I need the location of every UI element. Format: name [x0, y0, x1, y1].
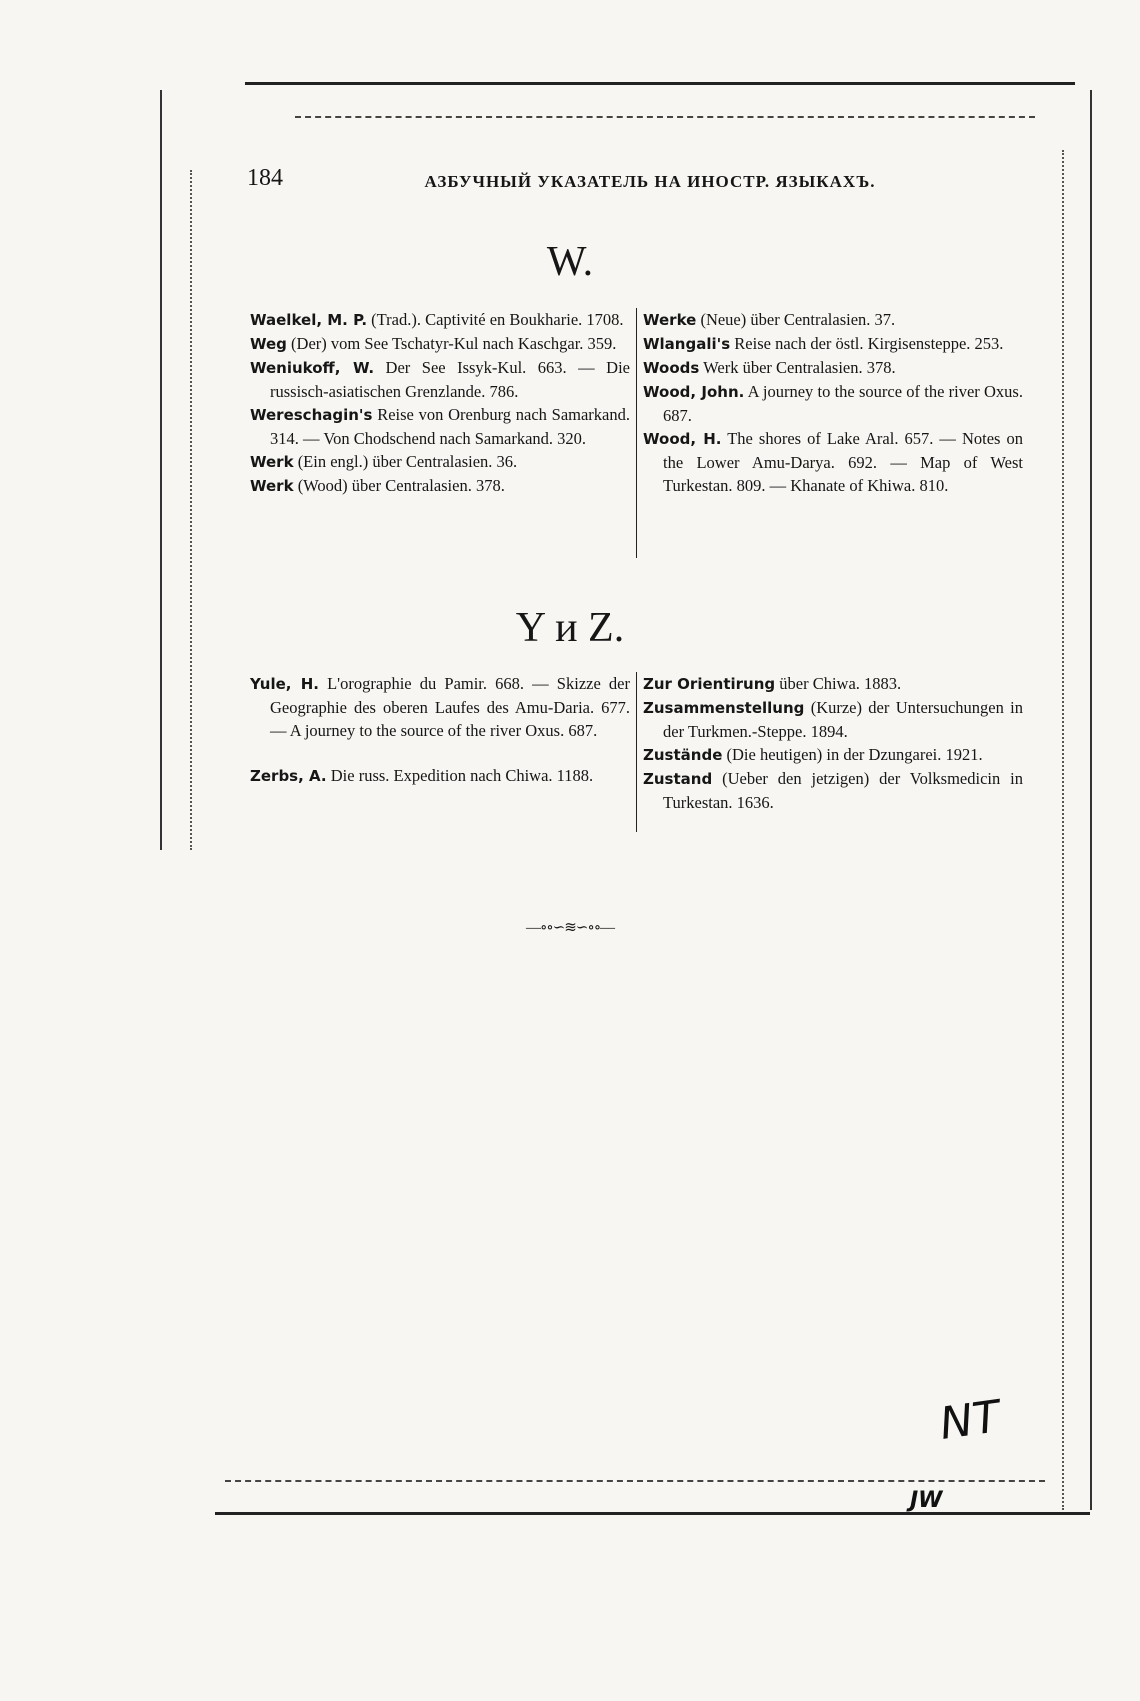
entry-text: (Neue) über Centralasien. 37.: [696, 310, 896, 329]
index-entry: [643, 380, 1023, 427]
entry-text: Reise von Orenburg nach Samarkand. 314. — Von Chodschend nach Samarkand. 320.: [270, 405, 630, 448]
entry-headword: Werk: [250, 477, 294, 495]
entry-text: (Der) vom See Tschatyr-Kul nach Kaschgar. 359.: [286, 334, 617, 353]
index-entry: [643, 696, 1023, 743]
index-entry: [643, 356, 1023, 380]
index-entry: [643, 332, 1023, 356]
index-entry: [643, 767, 1023, 814]
page-frame-bottom-inner: [225, 1480, 1045, 1482]
entry-headword: Zur Orientirung: [643, 675, 776, 693]
entry-headword: Wlangali's: [643, 335, 731, 353]
index-entry: [643, 427, 1023, 497]
entry-text: (Kurze) der Untersuchungen in der Turkmen.-Steppe. 1894.: [663, 698, 1023, 741]
column-rule-w: [636, 308, 637, 558]
index-entry: [250, 332, 630, 356]
entry-headword: Wood, H.: [643, 430, 722, 448]
entry-headword: Zusammenstellung: [643, 699, 805, 717]
index-entry: [250, 308, 630, 332]
index-entry: [250, 764, 630, 788]
index-entry: [250, 474, 630, 498]
entry-text: (Trad.). Captivité en Boukharie. 1708.: [367, 310, 624, 329]
section-w-left-column: [250, 308, 630, 498]
entry-headword: Weg: [250, 335, 287, 353]
page-frame-right-inner: [1062, 150, 1064, 1510]
index-entry: [643, 308, 1023, 332]
entry-headword: Woods: [643, 359, 700, 377]
page-number: 184: [247, 165, 283, 191]
page-frame-top: [245, 82, 1075, 85]
page-frame-right: [1090, 90, 1092, 1510]
index-entry: [643, 743, 1023, 767]
page-frame-bottom: [215, 1512, 1090, 1515]
section-yz-right-column: [643, 672, 1023, 814]
index-entry: [250, 672, 630, 742]
entry-text: Werk über Centralasien. 378.: [699, 358, 896, 377]
entry-headword: Zustände: [643, 746, 723, 764]
entry-text: (Die heutigen) in der Dzungarei. 1921.: [722, 745, 983, 764]
entry-headword: Waelkel, M. P.: [250, 311, 368, 329]
entry-headword: Yule, H.: [250, 675, 319, 693]
entry-text: (Ueber den jetzigen) der Volksmedicin in Turkestan. 1636.: [663, 769, 1023, 812]
section-heading-w: W.: [546, 239, 594, 285]
entry-text: Reise nach der östl. Kirgisensteppe. 253.: [730, 334, 1004, 353]
index-entry: [643, 672, 1023, 696]
entry-headword: Werk: [250, 453, 294, 471]
handwritten-signature: NT: [936, 1391, 1004, 1450]
entry-headword: Wood, John.: [643, 383, 745, 401]
section-w-right-column: [643, 308, 1023, 497]
closing-ornament: —∘∘∽≋∽∘∘—: [525, 920, 615, 936]
index-entry: [250, 450, 630, 474]
section-yz-left-column: [250, 672, 630, 788]
entry-headword: Weniukoff, W.: [250, 359, 375, 377]
entry-text: A journey to the source of the river Oxus. 687.: [663, 382, 1023, 425]
entry-headword: Zustand: [643, 770, 713, 788]
entry-text: (Ein engl.) über Centralasien. 36.: [293, 452, 518, 471]
running-title: АЗБУЧНЫЙ УКАЗАТЕЛЬ НА ИНОСТР. ЯЗЫКАХЪ.: [424, 172, 876, 191]
section-heading-yz: Y и Z.: [515, 605, 625, 651]
entry-text: Der See Issyk-Kul. 663. — Die russisch-asiatischen Grenzlande. 786.: [270, 358, 630, 401]
handwritten-initials: JW: [910, 1488, 943, 1513]
entry-headword: Zerbs, A.: [250, 767, 327, 785]
page-frame-left: [160, 90, 162, 850]
entry-text: The shores of Lake Aral. 657. — Notes on the Lower Amu-Darya. 692. — Map of West Turkestan. 809. — Khanate of Khiwa. 810.: [663, 429, 1023, 495]
entry-headword: Werke: [643, 311, 697, 329]
entry-text: über Chiwa. 1883.: [775, 674, 902, 693]
index-entry: [250, 403, 630, 450]
page-frame-top-inner: [295, 116, 1035, 118]
entry-text: Die russ. Expedition nach Chiwa. 1188.: [326, 766, 594, 785]
entry-text: L'orographie du Pamir. 668. — Skizze der Geographie des oberen Laufes des Amu-Daria. 677. — A journey to the source of the river Oxus. 687.: [270, 674, 630, 740]
entry-text: (Wood) über Centralasien. 378.: [293, 476, 505, 495]
index-entry: [250, 356, 630, 403]
column-rule-yz: [636, 672, 637, 832]
entry-headword: Wereschagin's: [250, 406, 373, 424]
